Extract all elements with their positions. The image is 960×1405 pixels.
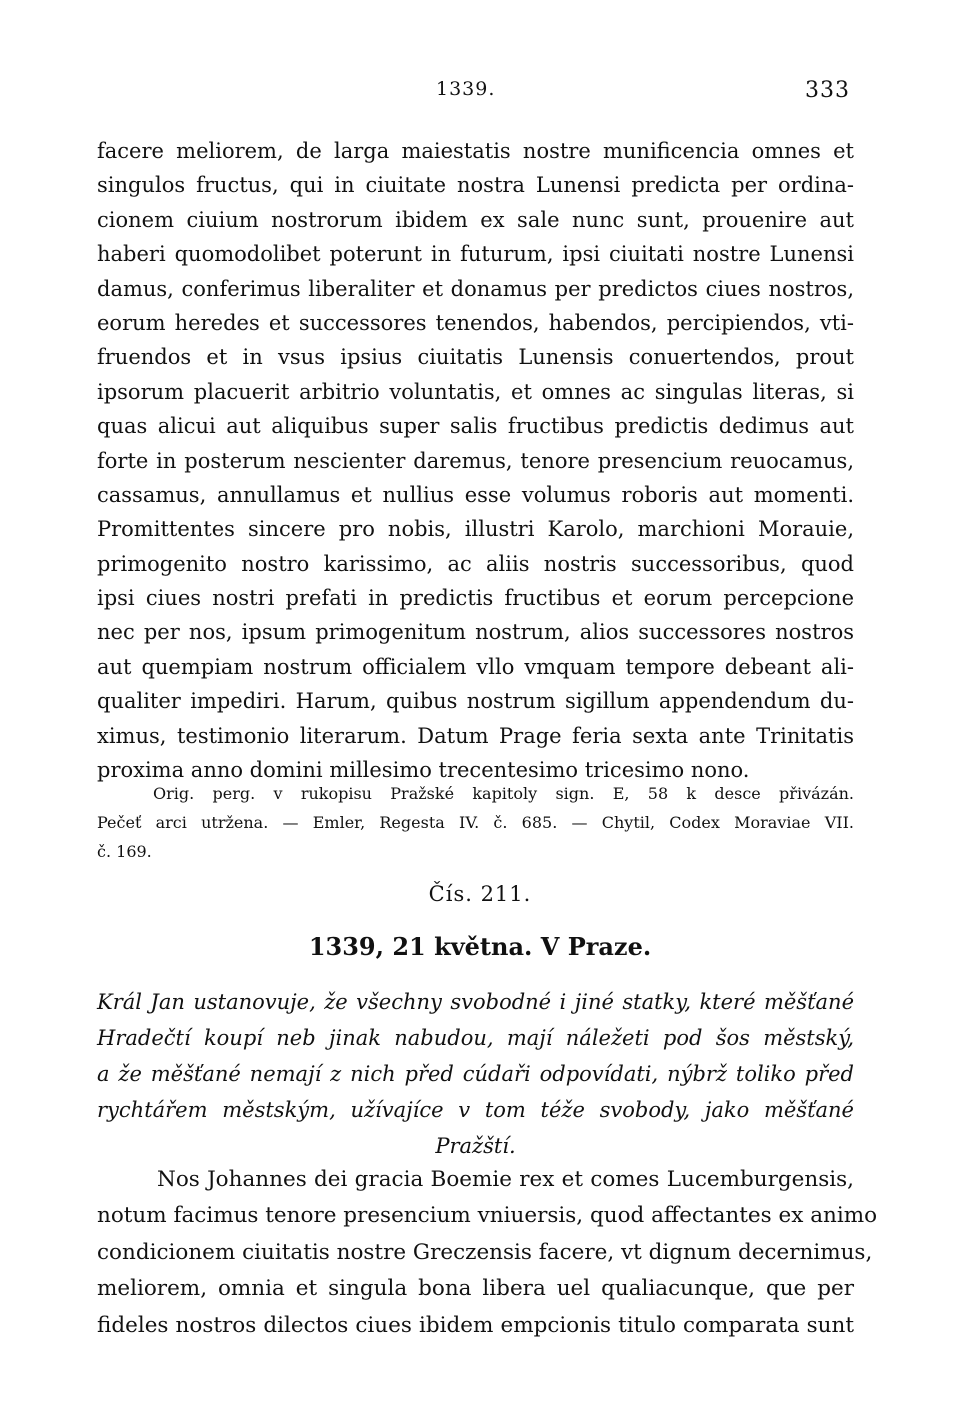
text-line: proxima anno domini millesimo trecentesimo tricesimo nono. xyxy=(97,758,750,783)
text-line: nec per nos, ipsum primogenitum nostrum, alios successores nostros xyxy=(97,620,854,645)
text-line: Promittentes sincere pro nobis, illustri Karolo, marchioni Morauie, xyxy=(97,517,854,542)
text-line: aut quempiam nostrum officialem vllo vmquam tempore debeant ali- xyxy=(97,654,854,679)
document-dateline: 1339, 21 května. V Praze. xyxy=(308,932,652,961)
text-line: fruendos et in vsus ipsius ciuitatis Lunensis conuertendos, prout xyxy=(97,345,854,370)
regest-line: Pražští. xyxy=(435,1134,516,1158)
text-line: qualiter impediri. Harum, quibus nostrum sigillum appendendum du- xyxy=(97,689,854,714)
text-line: primogenito nostro karissimo, ac aliis nostris successoribus, quod xyxy=(97,551,854,576)
text-line: singulos fructus, qui in ciuitate nostra Lunensi predicta per ordina- xyxy=(97,173,854,198)
body-text-continued xyxy=(97,134,854,787)
text-line: condicionem ciuitatis nostre Greczensis facere, vt dignum decernimus, xyxy=(97,1239,873,1265)
note-line: Pečeť arci utržena. — Emler, Regesta IV. č. 685. — Chytil, Codex Moraviae VII. xyxy=(97,813,854,832)
note-line: Orig. perg. v rukopisu Pražské kapitoly sign. E, 58 k desce přivázán. xyxy=(153,784,854,803)
regest-line: Hradečtí koupí neb jinak nabudou, mají náležeti pod šos městský, xyxy=(97,1026,854,1050)
regest-line: rychtářem městským, užívajíce v tom téže svobody, jako měšťané xyxy=(97,1098,854,1122)
text-line: cionem ciuium nostrorum ibidem ex sale nunc sunt, prouenire aut xyxy=(97,207,854,232)
running-head xyxy=(0,74,960,104)
document-number: Čís. 211. xyxy=(428,882,532,906)
text-line: fideles nostros dilectos ciues ibidem empcionis titulo comparata sunt xyxy=(97,1312,854,1338)
regest-line: Král Jan ustanovuje, že všechny svobodné i jiné statky, které měšťané xyxy=(97,990,854,1014)
note-line: č. 169. xyxy=(97,842,152,861)
text-line: cassamus, annullamus et nullius esse volumus roboris aut momenti. xyxy=(97,482,854,507)
text-line: ipsi ciues nostri prefati in predictis fructibus et eorum percepcione xyxy=(97,586,854,611)
text-line: facere meliorem, de larga maiestatis nostre munificencia omnes et xyxy=(97,139,854,163)
regest-line: a že měšťané nemají z nich před cúdaři odpovídati, nýbrž toliko před xyxy=(97,1062,854,1086)
text-line: haberi quomodolibet poterunt in futurum, ipsi ciuitati nostre Lunensi xyxy=(97,242,854,267)
source-note xyxy=(97,779,854,866)
text-line: quas alicui aut aliquibus super salis fructibus predictis dedimus aut xyxy=(97,414,854,439)
text-line: forte in posterum nescienter daremus, tenore presencium reuocamus, xyxy=(97,448,854,473)
text-line: ximus, testimonio literarum. Datum Prage feria sexta ante Trinitatis xyxy=(97,723,854,748)
running-head-year: 1339. xyxy=(436,78,496,100)
text-line: eorum heredes et successores tenendos, habendos, percipiendos, vti- xyxy=(97,310,854,335)
text-line: notum facimus tenore presencium vniuersis, quod affectantes ex animo xyxy=(97,1203,878,1229)
text-line: Nos Johannes dei gracia Boemie rex et comes Lucemburgensis, xyxy=(157,1167,854,1192)
text-line: damus, conferimus liberaliter et donamus per predictos ciues nostros, xyxy=(97,276,854,301)
text-line: ipsorum placuerit arbitrio voluntatis, et omnes ac singulas literas, si xyxy=(97,379,854,404)
page-number: 333 xyxy=(805,78,850,103)
text-line: meliorem, omnia et singula bona libera uel qualiacunque, que per xyxy=(97,1276,854,1302)
regest-summary xyxy=(97,984,854,1164)
charter-text xyxy=(97,1162,878,1344)
